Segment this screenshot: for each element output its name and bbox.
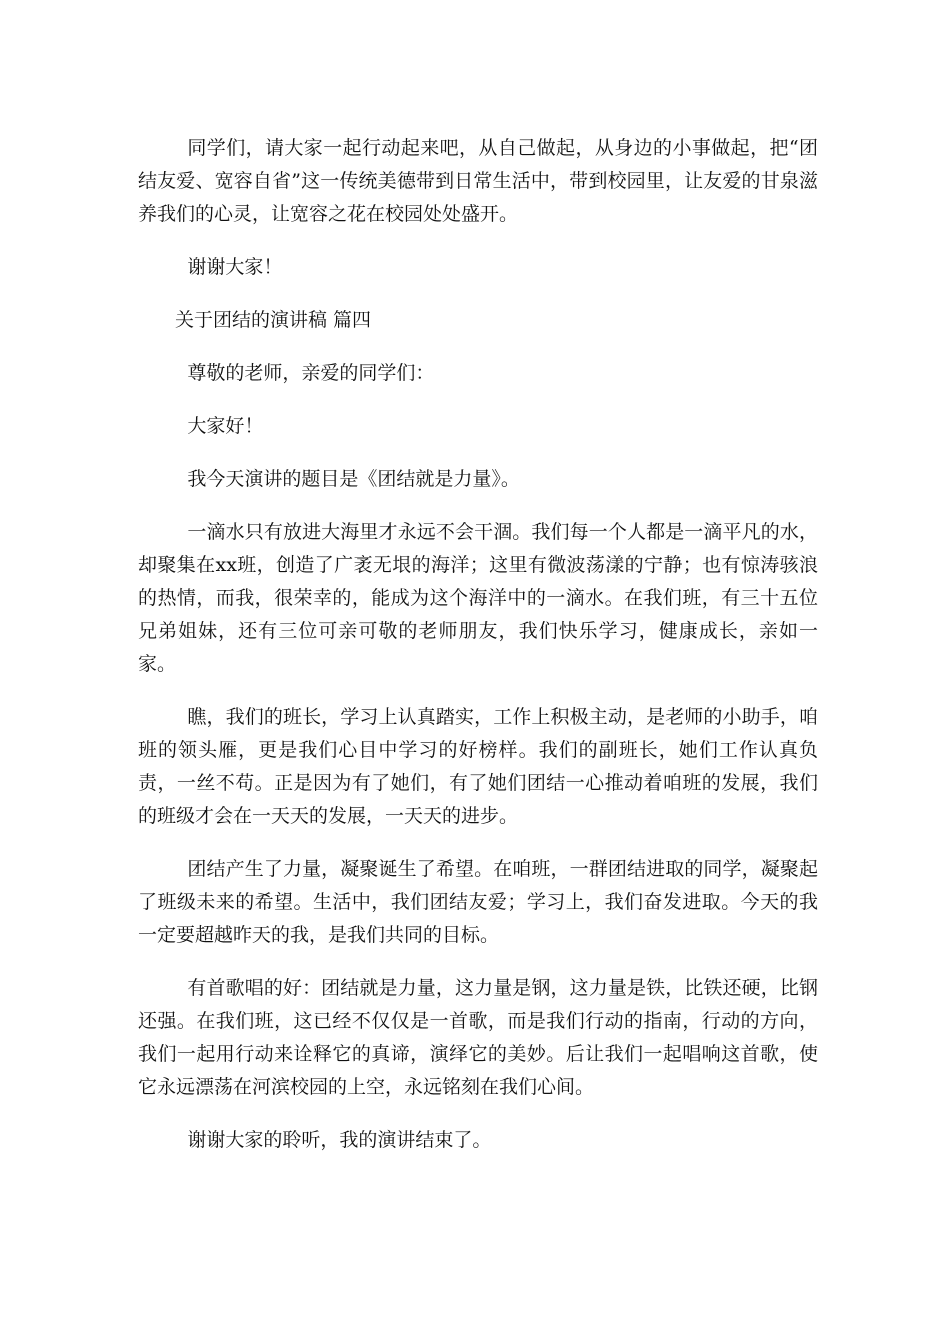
paragraph-greeting-teachers: 尊敬的老师，亲爱的同学们： xyxy=(187,362,435,384)
paragraph-water-drop: 一滴水只有放进大海里才永远不会干涸。我们每一个人都是一滴平凡的水，却聚集在xx班，创造了广袤无垠的海洋；这里有微波荡漾的宁静；也有惊涛骇浪的热情，而我，很荣幸的，能成为这个海洋中的一滴水。在我们班，有三十五位兄弟姐妹，还有三位可亲可敬的老师朋友，我们快乐学习，健康成长，亲如一家。 xyxy=(138,521,818,675)
paragraph-song: 有首歌唱的好：团结就是力量，这力量是钢，这力量是铁，比铁还硬，比钢还强。在我们班，这已经不仅仅是一首歌，而是我们行动的指南，行动的方向，我们一起用行动来诠释它的真谛，演绎它的美妙。后让我们一起唱响这首歌，使它永远漂荡在河滨校园的上空，永远铭刻在我们心间。 xyxy=(138,977,818,1098)
section-title: 关于团结的演讲稿 篇四 xyxy=(175,309,372,331)
paragraph-hello: 大家好！ xyxy=(187,415,264,437)
paragraph-call-to-action: 同学们，请大家一起行动起来吧，从自己做起，从身边的小事做起，把“团结友爱、宽容自省”这一传统美德带到日常生活中，带到校园里，让友爱的甘泉滋养我们的心灵，让宽容之花在校园处处盛开。 xyxy=(138,137,818,225)
paragraph-closing: 谢谢大家的聆听，我的演讲结束了。 xyxy=(187,1129,492,1151)
paragraph-topic: 我今天演讲的题目是《团结就是力量》。 xyxy=(187,468,520,490)
paragraph-class-monitor: 瞧，我们的班长，学习上认真踏实，工作上积极主动，是老师的小助手，咱班的领头雁，更是我们心目中学习的好榜样。我们的副班长，她们工作认真负责，一丝不苟。正是因为有了她们，有了她们团结一心推动着咱班的发展，我们的班级才会在一天天的发展，一天天的进步。 xyxy=(138,706,818,827)
paragraph-unity-hope: 团结产生了力量，凝聚诞生了希望。在咱班，一群团结进取的同学，凝聚起了班级未来的希望。生活中，我们团结友爱；学习上，我们奋发进取。今天的我一定要超越昨天的我，是我们共同的目标。 xyxy=(138,858,818,946)
document-body xyxy=(138,132,818,1177)
paragraph-thanks: 谢谢大家！ xyxy=(187,256,283,278)
